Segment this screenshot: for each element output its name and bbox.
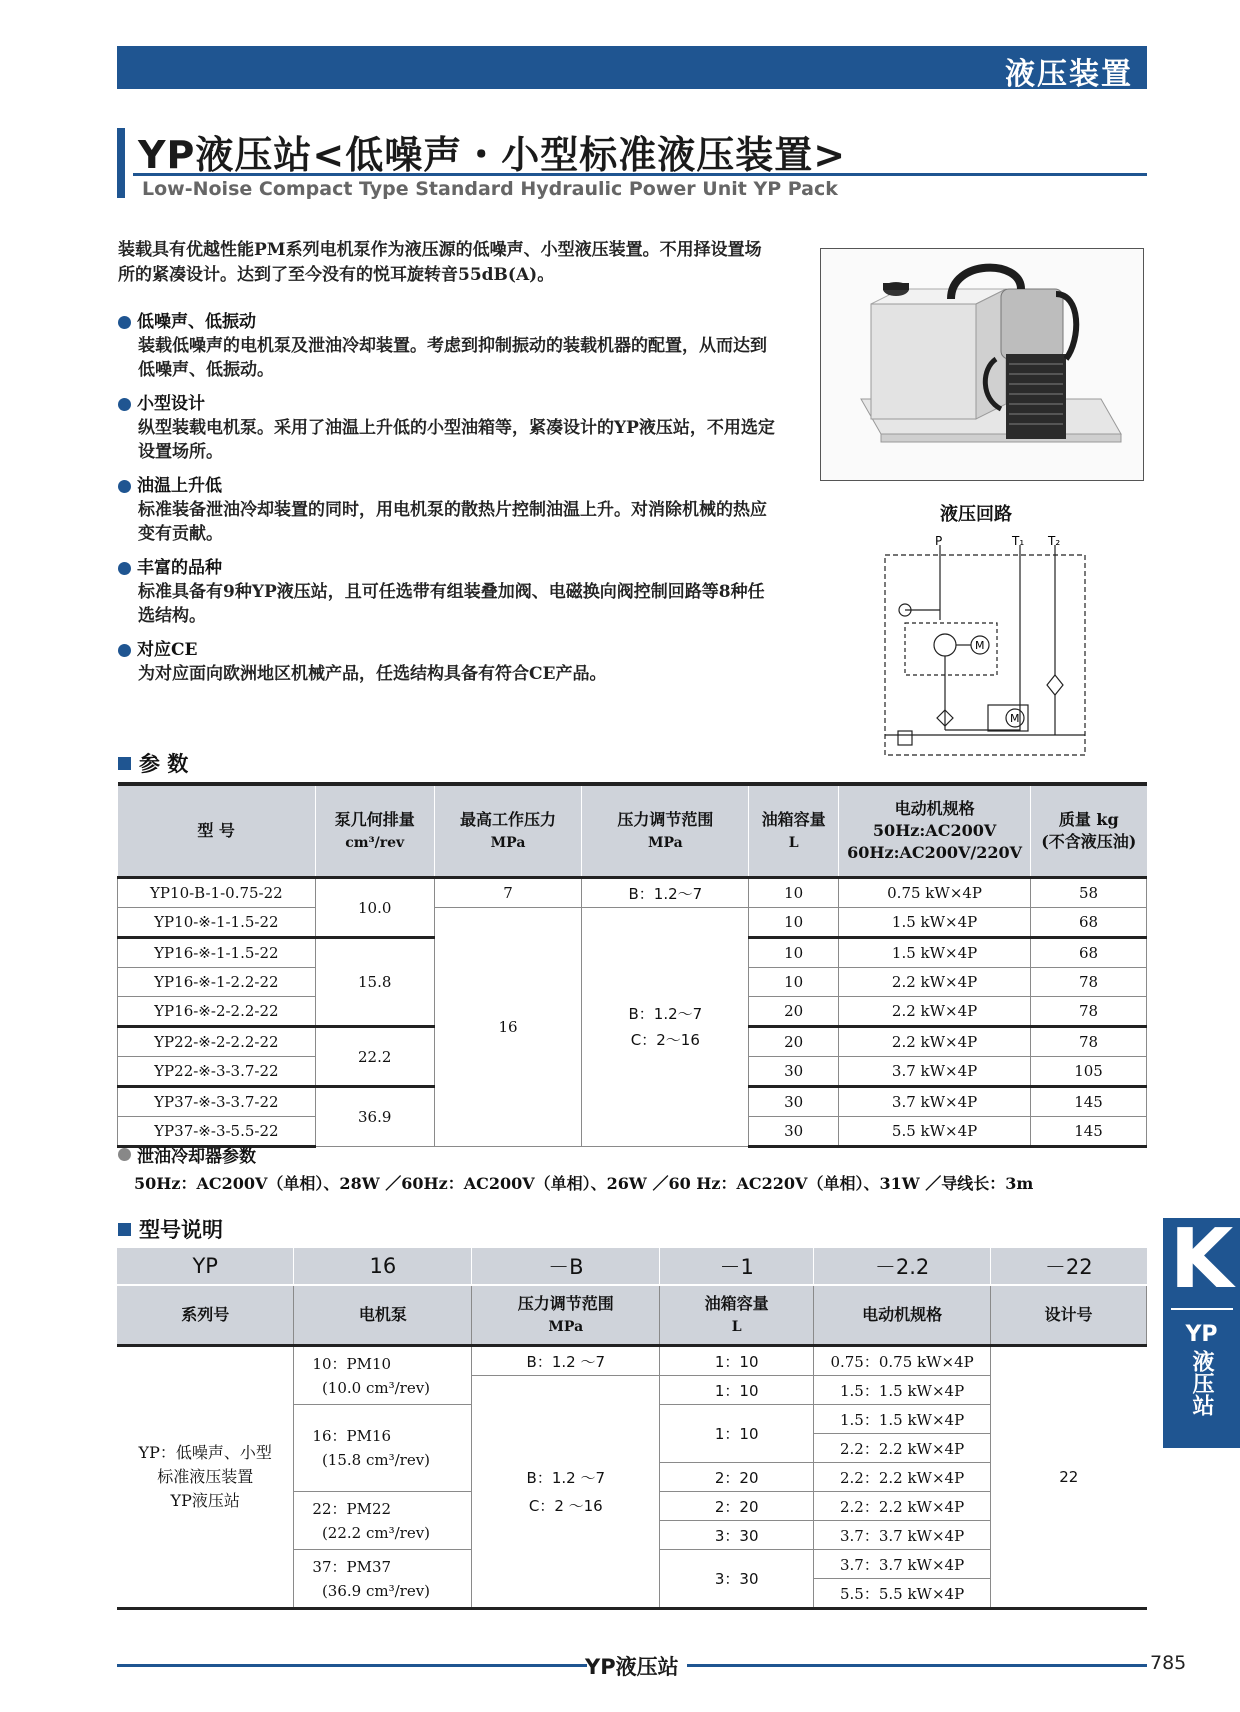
motor-option: 2.2：2.2 kW×4P [814, 1434, 991, 1463]
motor-option: 2.2：2.2 kW×4P [814, 1463, 991, 1492]
footer-rule-left [117, 1664, 587, 1667]
port-t2-label: T₂ [1048, 535, 1061, 548]
header-pressure-range: 压力调节范围 MPa [582, 784, 749, 878]
pump-option: 10：PM10 (10.0 cm³/rev) [294, 1346, 472, 1405]
square-bullet-icon [118, 757, 131, 770]
series-description: YP：低噪声、小型 标准液压装置 YP液压站 [117, 1346, 294, 1609]
params-header-row [118, 784, 1147, 878]
pump-option: 22：PM22 (22.2 cm³/rev) [294, 1492, 472, 1550]
cell-mass: 68 [1031, 908, 1147, 938]
cell-mass: 78 [1031, 997, 1147, 1027]
bullet-icon [118, 316, 131, 329]
feature-2 [118, 392, 778, 464]
motor-option: 5.5：5.5 kW×4P [814, 1579, 991, 1609]
cell-tank: 10 [749, 908, 839, 938]
motor-option: 1.5：1.5 kW×4P [814, 1405, 991, 1434]
feature-body: 标准具备有9种YP液压站，且可任选带有组装叠加阀、电磁换向阀控制回路等8种任选结构。 [138, 582, 765, 626]
motor-option: 3.7：3.7 kW×4P [814, 1550, 991, 1579]
label-motor: 电动机规格 [814, 1285, 991, 1346]
params-table [117, 782, 1147, 1148]
feature-body: 为对应面向欧洲地区机械产品，任选结构具备有符合CE产品。 [138, 664, 607, 684]
cell-model: YP16-※-1-1.5-22 [118, 938, 316, 968]
code-motor: －2.2 [814, 1248, 991, 1285]
cell-model: YP22-※-2-2.2-22 [118, 1027, 316, 1057]
cell-motor: 1.5 kW×4P [839, 938, 1031, 968]
cell-mass: 68 [1031, 938, 1147, 968]
footer-rule-right [687, 1664, 1147, 1667]
label-design: 设计号 [991, 1285, 1147, 1346]
table-row [118, 878, 1147, 908]
intro-paragraph: 装载具有优越性能PM系列电机泵作为液压源的低噪声、小型液压装置。不用择设置场所的紧凑设计。达到了至今没有的悦耳旋转音55dB(A)。 [118, 240, 762, 285]
header-mass: 质量 kg (不含液压油) [1031, 784, 1147, 878]
cell-tank: 10 [749, 968, 839, 997]
cooler-body: 50Hz：AC200V（单相）、28W ／60Hz：AC200V（单相）、26W ／60 Hz：AC220V（单相）、31W ／导线长：3m [134, 1174, 1034, 1193]
motor-option: 1.5：1.5 kW×4P [814, 1376, 991, 1405]
tank-option: 1：10 [660, 1346, 814, 1376]
feature-5 [118, 638, 778, 686]
cooler-motor-label: M [1010, 712, 1020, 725]
section-letter: K [1169, 1212, 1234, 1307]
feature-1 [118, 310, 778, 382]
tank-option: 3：30 [660, 1521, 814, 1550]
page-title: YP液压站<低噪声・小型标准液压装置> [138, 133, 847, 177]
page-number: 785 [1150, 1652, 1187, 1674]
cell-model: YP10-B-1-0.75-22 [118, 878, 316, 908]
pressure-option: B：1.2 ～7 [472, 1346, 660, 1376]
header-tank: 油箱容量 L [749, 784, 839, 878]
section-tab [1163, 1212, 1240, 1448]
product-photo [820, 248, 1144, 481]
cell-displacement: 10.0 [315, 878, 434, 938]
bullet-icon [118, 562, 131, 575]
cell-motor: 2.2 kW×4P [839, 968, 1031, 997]
feature-title: 小型设计 [137, 394, 205, 414]
params-heading [118, 748, 188, 778]
cell-model: YP37-※-3-5.5-22 [118, 1117, 316, 1147]
cooler-spec [118, 1142, 1118, 1194]
feature-body: 纵型装载电机泵。采用了油温上升低的小型油箱等，紧凑设计的YP液压站，不用选定设置场所。 [138, 418, 775, 462]
feature-body: 标准装备泄油冷却装置的同时，用电机泵的散热片控制油温上升。对消除机械的热应变有贡献。 [138, 500, 767, 544]
square-bullet-icon [118, 1223, 131, 1236]
table-row [117, 1346, 1147, 1376]
section-tab-divider [1171, 1308, 1233, 1310]
model-code-table [117, 1248, 1147, 1610]
feature-3 [118, 474, 778, 546]
motor-label: M [975, 639, 985, 652]
feature-body: 装载低噪声的电机泵及泄油冷却装置。考虑到抑制振动的装载机器的配置，从而达到低噪声、低振动。 [138, 336, 767, 380]
code-pressure: －B [472, 1248, 660, 1285]
motor-option: 3.7：3.7 kW×4P [814, 1521, 991, 1550]
label-series: 系列号 [117, 1285, 294, 1346]
code-row [117, 1248, 1147, 1285]
cell-pressure-range: B：1.2～7 [582, 878, 749, 908]
cell-tank: 10 [749, 938, 839, 968]
model-code-heading-text: 型号说明 [139, 1218, 223, 1242]
cooler-title: 泄油冷却器参数 [137, 1147, 256, 1167]
hydraulic-circuit-diagram [880, 535, 1092, 760]
cell-model: YP16-※-1-2.2-22 [118, 968, 316, 997]
pressure-option: B：1.2 ～7 C：2 ～16 [472, 1376, 660, 1609]
cell-displacement: 22.2 [315, 1027, 434, 1087]
header-displacement: 泵几何排量 cm³/rev [315, 784, 434, 878]
cell-model: YP37-※-3-3.7-22 [118, 1087, 316, 1117]
tank-option: 1：10 [660, 1376, 814, 1405]
hydraulic-unit-illustration [821, 249, 1143, 480]
header-model: 型 号 [118, 784, 316, 878]
cell-motor: 5.5 kW×4P [839, 1117, 1031, 1147]
code-tank: －1 [660, 1248, 814, 1285]
label-pump: 电机泵 [294, 1285, 472, 1346]
pump-option: 16：PM16 (15.8 cm³/rev) [294, 1405, 472, 1492]
feature-title: 丰富的品种 [137, 558, 222, 578]
bullet-icon [118, 644, 131, 657]
pump-option: 37：PM37 (36.9 cm³/rev) [294, 1550, 472, 1609]
circuit-title: 液压回路 [940, 504, 1012, 525]
params-heading-text: 参 数 [139, 752, 189, 776]
category-bar [117, 46, 1147, 92]
title-accent-bar [117, 128, 125, 198]
cell-tank: 20 [749, 1027, 839, 1057]
feature-title: 油温上升低 [137, 476, 222, 496]
feature-4 [118, 556, 778, 628]
cell-model: YP10-※-1-1.5-22 [118, 908, 316, 938]
cell-motor: 2.2 kW×4P [839, 1027, 1031, 1057]
cell-model: YP22-※-3-3.7-22 [118, 1057, 316, 1087]
bullet-icon [118, 480, 131, 493]
cell-tank: 30 [749, 1117, 839, 1147]
label-pressure: 压力调节范围 MPa [472, 1285, 660, 1346]
cell-mass: 145 [1031, 1087, 1147, 1117]
feature-title: 对应CE [137, 640, 198, 660]
code-design: －22 [991, 1248, 1147, 1285]
motor-option: 0.75：0.75 kW×4P [814, 1346, 991, 1376]
section-label-1: YP [1185, 1322, 1218, 1347]
header-max-pressure: 最高工作压力 MPa [434, 784, 582, 878]
cell-pressure-range: B：1.2～7 C：2～16 [582, 908, 749, 1147]
section-label-2: 液压站 [1189, 1350, 1214, 1416]
table-row [118, 908, 1147, 938]
cell-displacement: 15.8 [315, 938, 434, 1027]
cell-mass: 78 [1031, 1027, 1147, 1057]
header-motor: 电动机规格 50Hz:AC200V 60Hz:AC200V/220V [839, 784, 1031, 878]
label-tank: 油箱容量 L [660, 1285, 814, 1346]
cell-mass: 58 [1031, 878, 1147, 908]
tank-option: 2：20 [660, 1463, 814, 1492]
cell-tank: 30 [749, 1057, 839, 1087]
category-label: 液压装置 [1005, 57, 1133, 92]
cell-max-pressure: 7 [434, 878, 582, 908]
cell-mass: 145 [1031, 1117, 1147, 1147]
cell-mass: 78 [1031, 968, 1147, 997]
design-value: 22 [991, 1346, 1147, 1609]
bullet-icon [118, 398, 131, 411]
page-subtitle: Low-Noise Compact Type Standard Hydraulic Power Unit YP Pack [142, 178, 838, 200]
cell-motor: 1.5 kW×4P [839, 908, 1031, 938]
cell-motor: 0.75 kW×4P [839, 878, 1031, 908]
tank-option: 1：10 [660, 1405, 814, 1463]
code-pump: 16 [294, 1248, 472, 1285]
code-label-row [117, 1285, 1147, 1346]
cell-tank: 20 [749, 997, 839, 1027]
cell-tank: 30 [749, 1087, 839, 1117]
cell-model: YP16-※-2-2.2-22 [118, 997, 316, 1027]
code-series: YP [117, 1248, 294, 1285]
footer-title: YP液压站 [585, 1655, 679, 1679]
model-code-heading [118, 1214, 223, 1244]
cell-max-pressure: 16 [434, 908, 582, 1147]
port-t1-label: T₁ [1012, 535, 1025, 548]
tank-option: 3：30 [660, 1550, 814, 1609]
bullet-icon [118, 1148, 131, 1161]
feature-title: 低噪声、低振动 [137, 312, 256, 332]
motor-option: 2.2：2.2 kW×4P [814, 1492, 991, 1521]
cell-motor: 3.7 kW×4P [839, 1057, 1031, 1087]
cell-displacement: 36.9 [315, 1087, 434, 1147]
tank-option: 2：20 [660, 1492, 814, 1521]
cell-tank: 10 [749, 878, 839, 908]
cell-motor: 3.7 kW×4P [839, 1087, 1031, 1117]
cell-mass: 105 [1031, 1057, 1147, 1087]
port-p-label: P [935, 535, 943, 548]
cell-motor: 2.2 kW×4P [839, 997, 1031, 1027]
